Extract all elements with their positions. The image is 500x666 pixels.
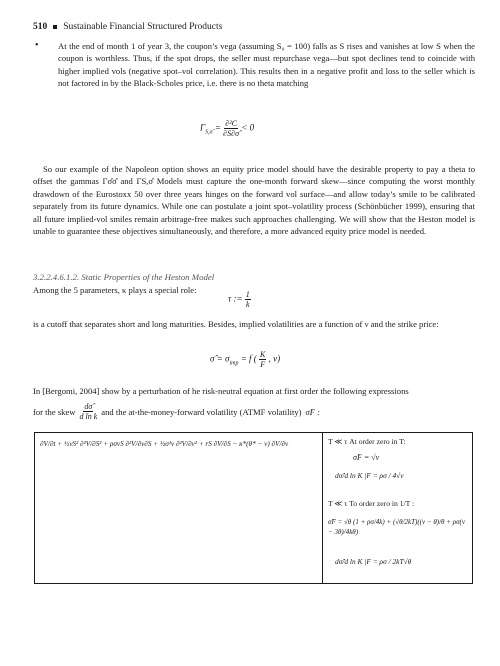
cutoff-paragraph: is a cutoff that separates short and long maturities. Besides, implied volatilities are a function of ν and the strike price: — [33, 319, 439, 329]
napoleon-paragraph: So our example of the Napoleon option shows an equity price model should have the desirable property to pay a theta to offset the gammas Γσ̂σ̂ and ΓS,σ̂ Models must capture the one-month forward skew—since computing the worst monthly drawdown of the Eurostoxx 50 over three years hinges on the forward vol surface—and allow today’s smile to be calibrated separately from its future dynamics. While one can postulate a joint spot–volatility process (Schönbücher 1999), ensuring that all future implied-vol smiles remain arbitrage-free makes such approaches challenging. We will show that the Heston model is unable to guarantee these objectives simultaneously, and therefore, a more advanced equity price model is needed. — [33, 164, 475, 237]
skew-line: for the skew $\frac{d\sigmâ}{\text{d ln k}}$ and the at-the-money-forward volatility (ATMF volatility) σ̂F : — [33, 402, 320, 421]
equation-cross-gamma: $\Gamma_{S,\sigmâ}$ = $\frac{\text{∂²C}}{\partial S\partial\sigmâ}$ < 0 — [200, 119, 255, 138]
heston-expressions-box — [34, 432, 473, 584]
square-bullet-icon — [53, 25, 57, 29]
long-maturity-skew: dσ̂/d ln K |F = ρσ / 2kT√θ — [335, 557, 412, 566]
long-maturity-label: T ≪ τ To order zero in 1/T : — [328, 499, 415, 508]
box-divider — [322, 433, 323, 583]
short-maturity-label: T ≪ τ At order zero in T: — [328, 437, 406, 446]
heston-pde: ∂V/∂t + ½νS² ∂²V/∂S² + ρσνS ∂²V/∂ν∂S + ½σ²ν ∂²V/∂ν² + rS ∂V/∂S − κ*(θ* − ν) ∂V/∂ν — [40, 440, 289, 448]
equation-tau: τ := $\frac{1}{k}$ — [228, 290, 250, 309]
short-maturity-atmf: σ̂F = √ν — [353, 453, 380, 462]
section-heading: 3.2.2.4.6.1.2. Static Properties of the Heston Model — [33, 272, 215, 282]
bergomi-paragraph: In [Bergomi, 2004] show by a perturbation of he risk-neutral equation at first order the following expressions — [33, 386, 409, 396]
book-title: Sustainable Financial Structured Products — [63, 22, 223, 32]
short-maturity-skew: dσ̂/d ln K |F = ρσ / 4√ν — [335, 471, 404, 480]
bullet-icon: • — [35, 40, 39, 51]
page-number: 510 — [33, 22, 48, 32]
bullet-paragraph: At the end of month 1 of year 3, the coupon’s vega (assuming S₀ = 100) falls as S rises and vanishes at low S when the coupon is worthless. Thus, if the spot drops, the seller must repurchase vega—but spot declines tend to coincide with higher implied vols (negative spot–vol correlation). This results then in a negative profit and loss to the seller which is not factored in by the Black-Scholes price, i.e. there is no theta matching — [58, 41, 475, 89]
parameters-paragraph: Among the 5 parameters, κ plays a special role: — [33, 285, 197, 295]
running-header — [33, 22, 222, 32]
long-maturity-atmf: σ̂F = √θ (1 + ρσ/4k) + (√θ/2kT)((ν − θ)/θ + ρσ(ν − 3θ)/4kθ) — [328, 518, 465, 536]
equation-implied-vol: σ̂ = $\sigma_{imp} = f$ ( $\frac{K}{F}$ , ν) — [210, 350, 281, 369]
